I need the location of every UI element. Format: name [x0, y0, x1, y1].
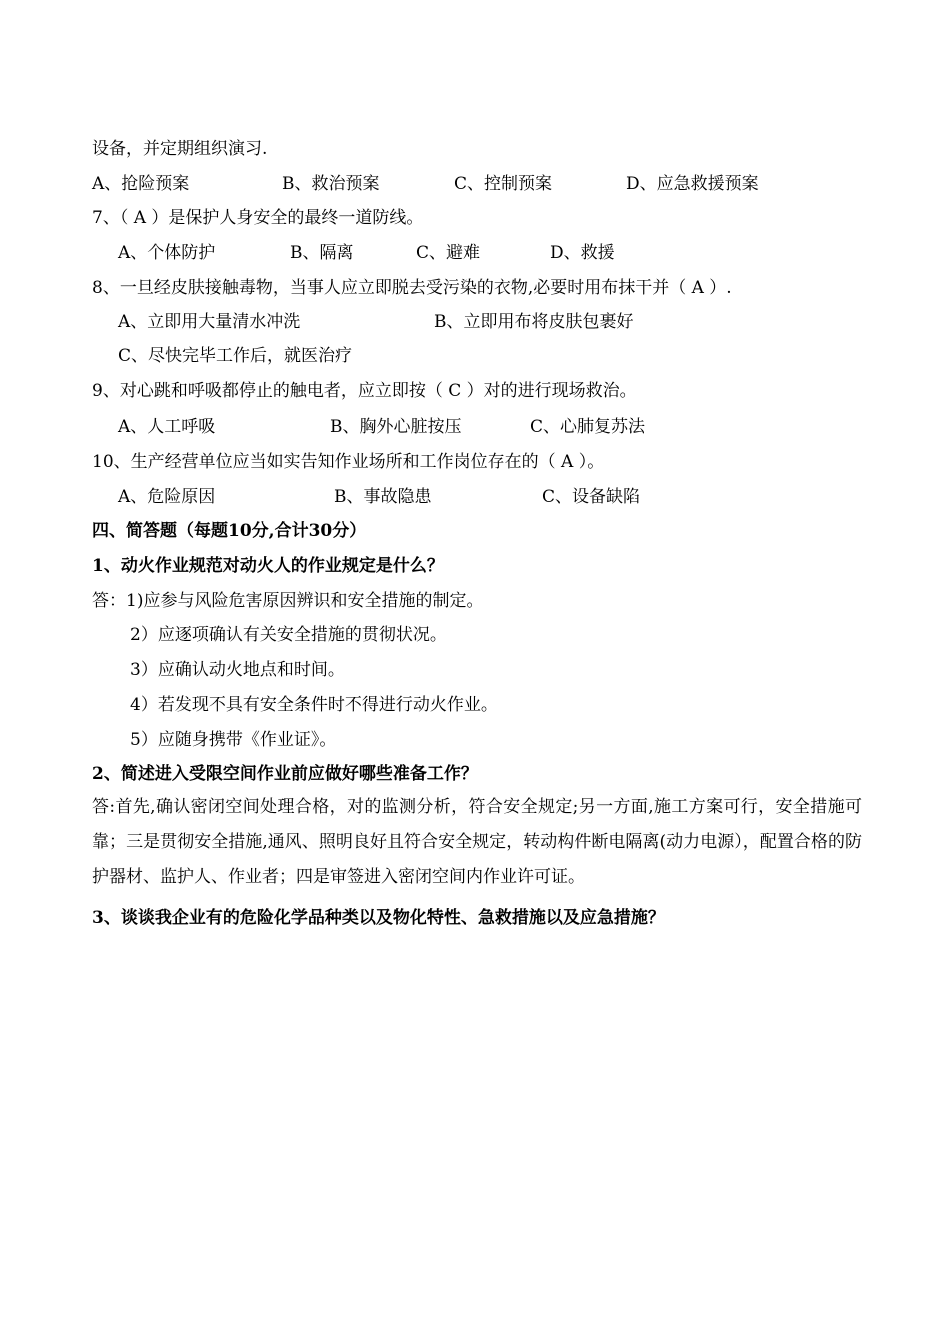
q9-option-b: B、胸外心脏按压: [330, 417, 462, 437]
short-answer-2-question: 2、简述进入受限空间作业前应做好哪些准备工作？: [92, 764, 478, 784]
q8-option-c: C、尽快完毕工作后，就医治疗: [118, 346, 353, 366]
q7-stem: 7、（ A ）是保护人身安全的最终一道防线。: [92, 208, 424, 228]
q10-option-c: C、设备缺陷: [542, 487, 641, 507]
short-answer-3-question: 3、谈谈我企业有的危险化学品种类以及物化特性、急救措施以及应急措施？: [92, 908, 665, 928]
q7-option-d: D、救援: [550, 243, 615, 263]
q10-stem: 10、生产经营单位应当如实告知作业场所和工作岗位存在的（ A ）。: [92, 452, 605, 472]
q9-option-c: C、心肺复苏法: [530, 417, 646, 437]
q10-option-b: B、事故隐患: [334, 487, 432, 507]
q9-option-a: A、人工呼吸: [118, 417, 216, 437]
q8-option-b: B、立即用布将皮肤包裹好: [434, 312, 634, 332]
q6-continuation: 设备，并定期组织演习.: [92, 139, 268, 159]
short-answer-1-item-3: 3）应确认动火地点和时间。: [130, 660, 345, 680]
q9-stem: 9、对心跳和呼吸都停止的触电者，应立即按（ C ）对的进行现场救治。: [92, 381, 637, 401]
short-answer-1-question: 1、动火作业规范对动火人的作业规定是什么？: [92, 556, 444, 576]
q6-option-b: B、救治预案: [282, 174, 380, 194]
q8-option-a: A、立即用大量清水冲洗: [118, 312, 301, 332]
short-answer-1-item-5: 5）应随身携带《作业证》。: [130, 730, 337, 750]
short-answer-1-item-2: 2）应逐项确认有关安全措施的贯彻状况。: [130, 625, 447, 645]
q8-stem: 8、一旦经皮肤接触毒物，当事人应立即脱去受污染的衣物,必要时用布抹干并（ A ）.: [92, 278, 732, 298]
q10-option-a: A、危险原因: [118, 487, 216, 507]
short-answer-1-item-1: 答：1)应参与风险危害原因辨识和安全措施的制定。: [92, 591, 484, 611]
q6-option-c: C、控制预案: [454, 174, 553, 194]
q6-option-a: A、抢险预案: [92, 174, 190, 194]
short-answer-1-item-4: 4）若发现不具有安全条件时不得进行动火作业。: [130, 695, 498, 715]
q6-option-d: D、应急救援预案: [626, 174, 759, 194]
q7-option-b: B、隔离: [290, 243, 354, 263]
section-4-heading: 四、简答题（每题10分,合计30分）: [92, 521, 367, 541]
q7-option-c: C、避难: [416, 243, 481, 263]
q7-option-a: A、个体防护: [118, 243, 216, 263]
short-answer-2-answer: 答:首先,确认密闭空间处理合格，对的监测分析，符合安全规定;另一方面,施工方案可行，安全措施可靠；三是贯彻安全措施,通风、照明良好且符合安全规定，转动构件断电隔离(动力电源），配置合格的防护器材、监护人、作业者；四是审签进入密闭空间内作业许可证。: [92, 797, 862, 887]
